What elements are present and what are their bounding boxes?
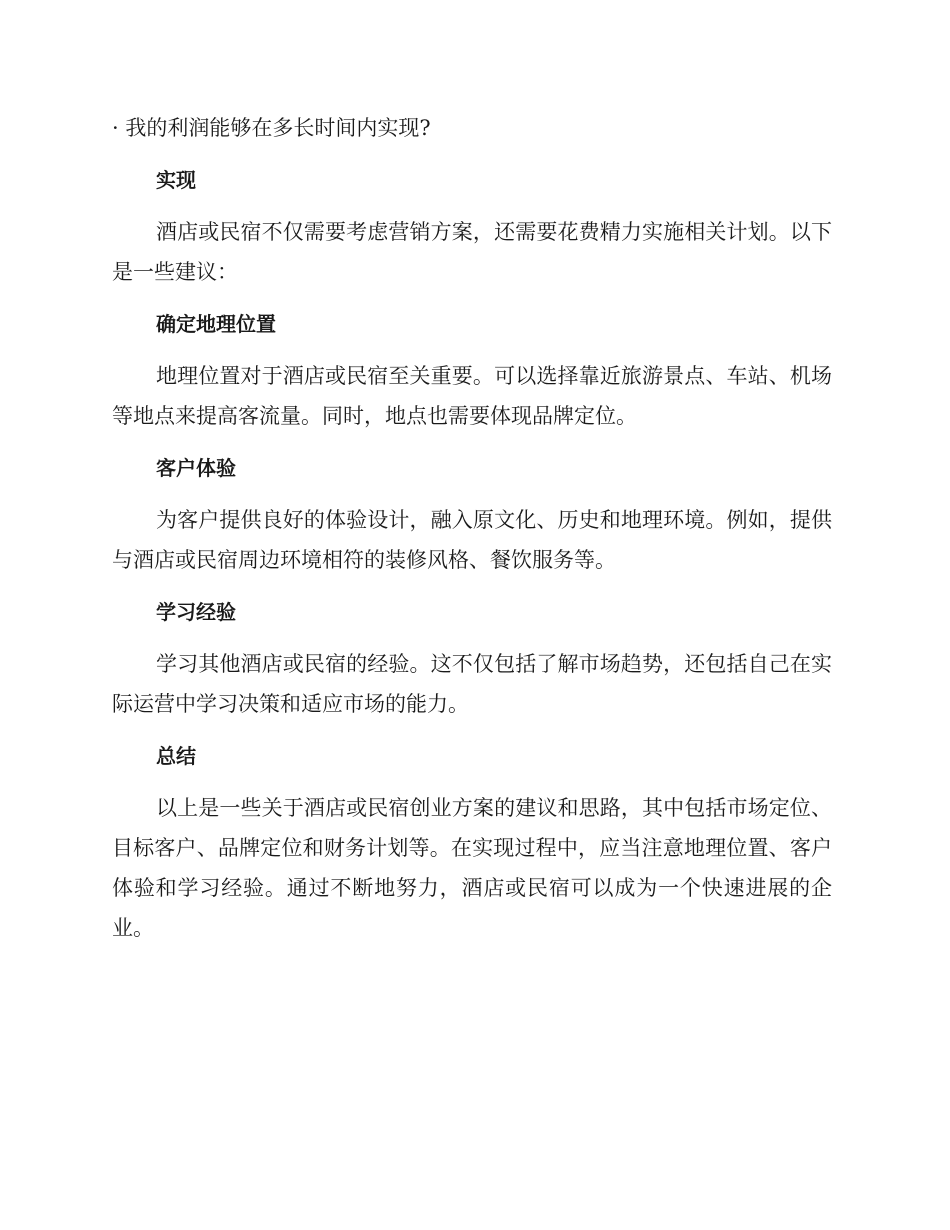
heading-location: 确定地理位置 [156, 312, 276, 336]
paragraph-learning: 学习其他酒店或民宿的经验。这不仅包括了解市场趋势，还包括自己在实际运营中学习决策和适应市场的能力。 [112, 652, 832, 716]
heading-customer-experience: 客户体验 [156, 456, 236, 480]
heading-learning: 学习经验 [156, 600, 236, 624]
heading-summary: 总结 [156, 744, 196, 768]
bullet-question: · 我的利润能够在多长时间内实现? [112, 116, 431, 140]
heading-implementation: 实现 [156, 168, 196, 192]
document-page [112, 108, 832, 948]
paragraph-customer-experience: 为客户提供良好的体验设计，融入原文化、历史和地理环境。例如，提供与酒店或民宿周边环境相符的装修风格、餐饮服务等。 [112, 508, 832, 572]
paragraph-location: 地理位置对于酒店或民宿至关重要。可以选择靠近旅游景点、车站、机场等地点来提高客流量。同时，地点也需要体现品牌定位。 [112, 364, 832, 428]
paragraph-summary: 以上是一些关于酒店或民宿创业方案的建议和思路，其中包括市场定位、目标客户、品牌定位和财务计划等。在实现过程中，应当注意地理位置、客户体验和学习经验。通过不断地努力，酒店或民宿可以成为一个快速进展的企业。 [112, 796, 832, 940]
paragraph-implementation: 酒店或民宿不仅需要考虑营销方案，还需要花费精力实施相关计划。以下是一些建议： [112, 220, 832, 284]
